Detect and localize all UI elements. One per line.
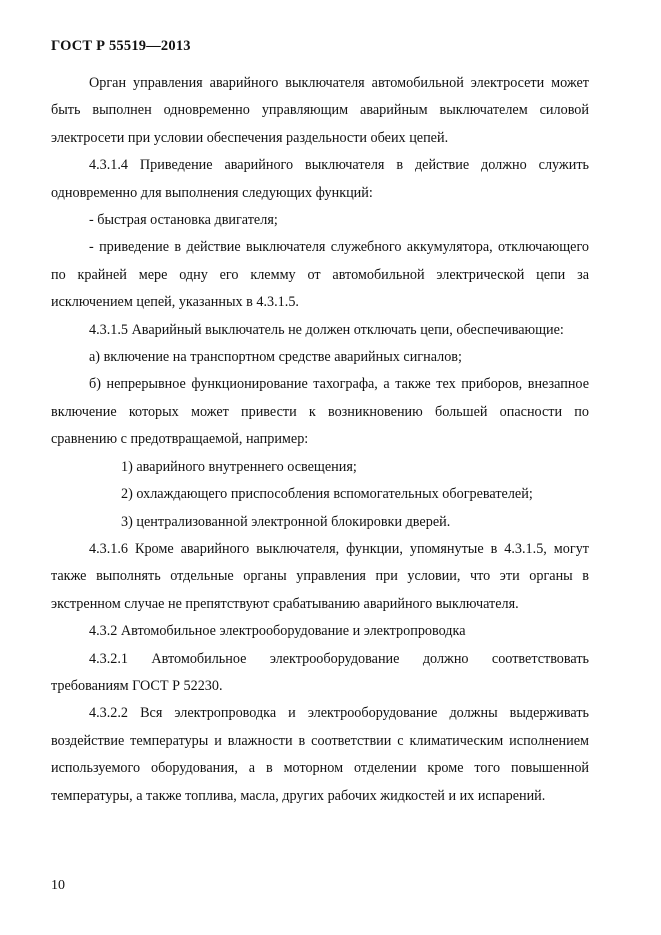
- paragraph-4-3-1-5: 4.3.1.5 Аварийный выключатель не должен отключать цепи, обеспечивающие:: [89, 321, 564, 338]
- list-item-b: б) непрерывное функционирование тахографа, а также тех приборов, внезапное включение которых может привести к возникновению большей опасности по сравнению с предотвращаемой, например:: [51, 376, 589, 448]
- sublist-item-2: 2) охлаждающего приспособления вспомогательных обогревателей;: [121, 486, 533, 503]
- sublist-item-3: 3) централизованной электронной блокировки дверей.: [121, 513, 451, 530]
- list-item-battery-switch: - приведение в действие выключателя служебного аккумулятора, отключающего по крайней мере одну его клемму от автомобильной электрической цепи за исключением цепей, указанных в 4.3.1.5.: [51, 239, 589, 311]
- paragraph-4-3-2-1: 4.3.2.1 Автомобильное электрооборудование должно соответствовать требованиям ГОСТ Р 52230.: [51, 650, 589, 694]
- document-header: ГОСТ Р 55519—2013: [51, 38, 191, 54]
- paragraph-4-3-2-2: 4.3.2.2 Вся электропроводка и электрооборудование должны выдерживать воздействие температуры и влажности в соответствии с климатическим исполнением используемого оборудования, а в моторном отделении кроме того повышенной температуры, а также топлива, масла, других рабочих жидкостей и их испарений.: [51, 705, 589, 804]
- list-item-a: а) включение на транспортном средстве аварийных сигналов;: [89, 349, 462, 366]
- page-number: 10: [51, 878, 65, 893]
- paragraph-intro: Орган управления аварийного выключателя автомобильной электросети может быть выполнен одновременно управляющим аварийным выключателем силовой электросети при условии обеспечения раздельности обеих цепей.: [51, 75, 589, 146]
- paragraph-4-3-1-4: 4.3.1.4 Приведение аварийного выключателя в действие должно служить одновременно для выполнения следующих функций:: [51, 157, 589, 201]
- paragraph-4-3-1-6: 4.3.1.6 Кроме аварийного выключателя, функции, упомянутые в 4.3.1.5, могут также выполнять отдельные органы управления при условии, что эти органы в экстренном случае не препятствуют срабатыванию аварийного выключателя.: [51, 540, 589, 612]
- document-body: [51, 70, 589, 810]
- section-heading-4-3-2: 4.3.2 Автомобильное электрооборудование и электропроводка: [89, 623, 466, 640]
- list-item-engine-stop: - быстрая остановка двигателя;: [89, 212, 278, 229]
- sublist-item-1: 1) аварийного внутреннего освещения;: [121, 458, 357, 475]
